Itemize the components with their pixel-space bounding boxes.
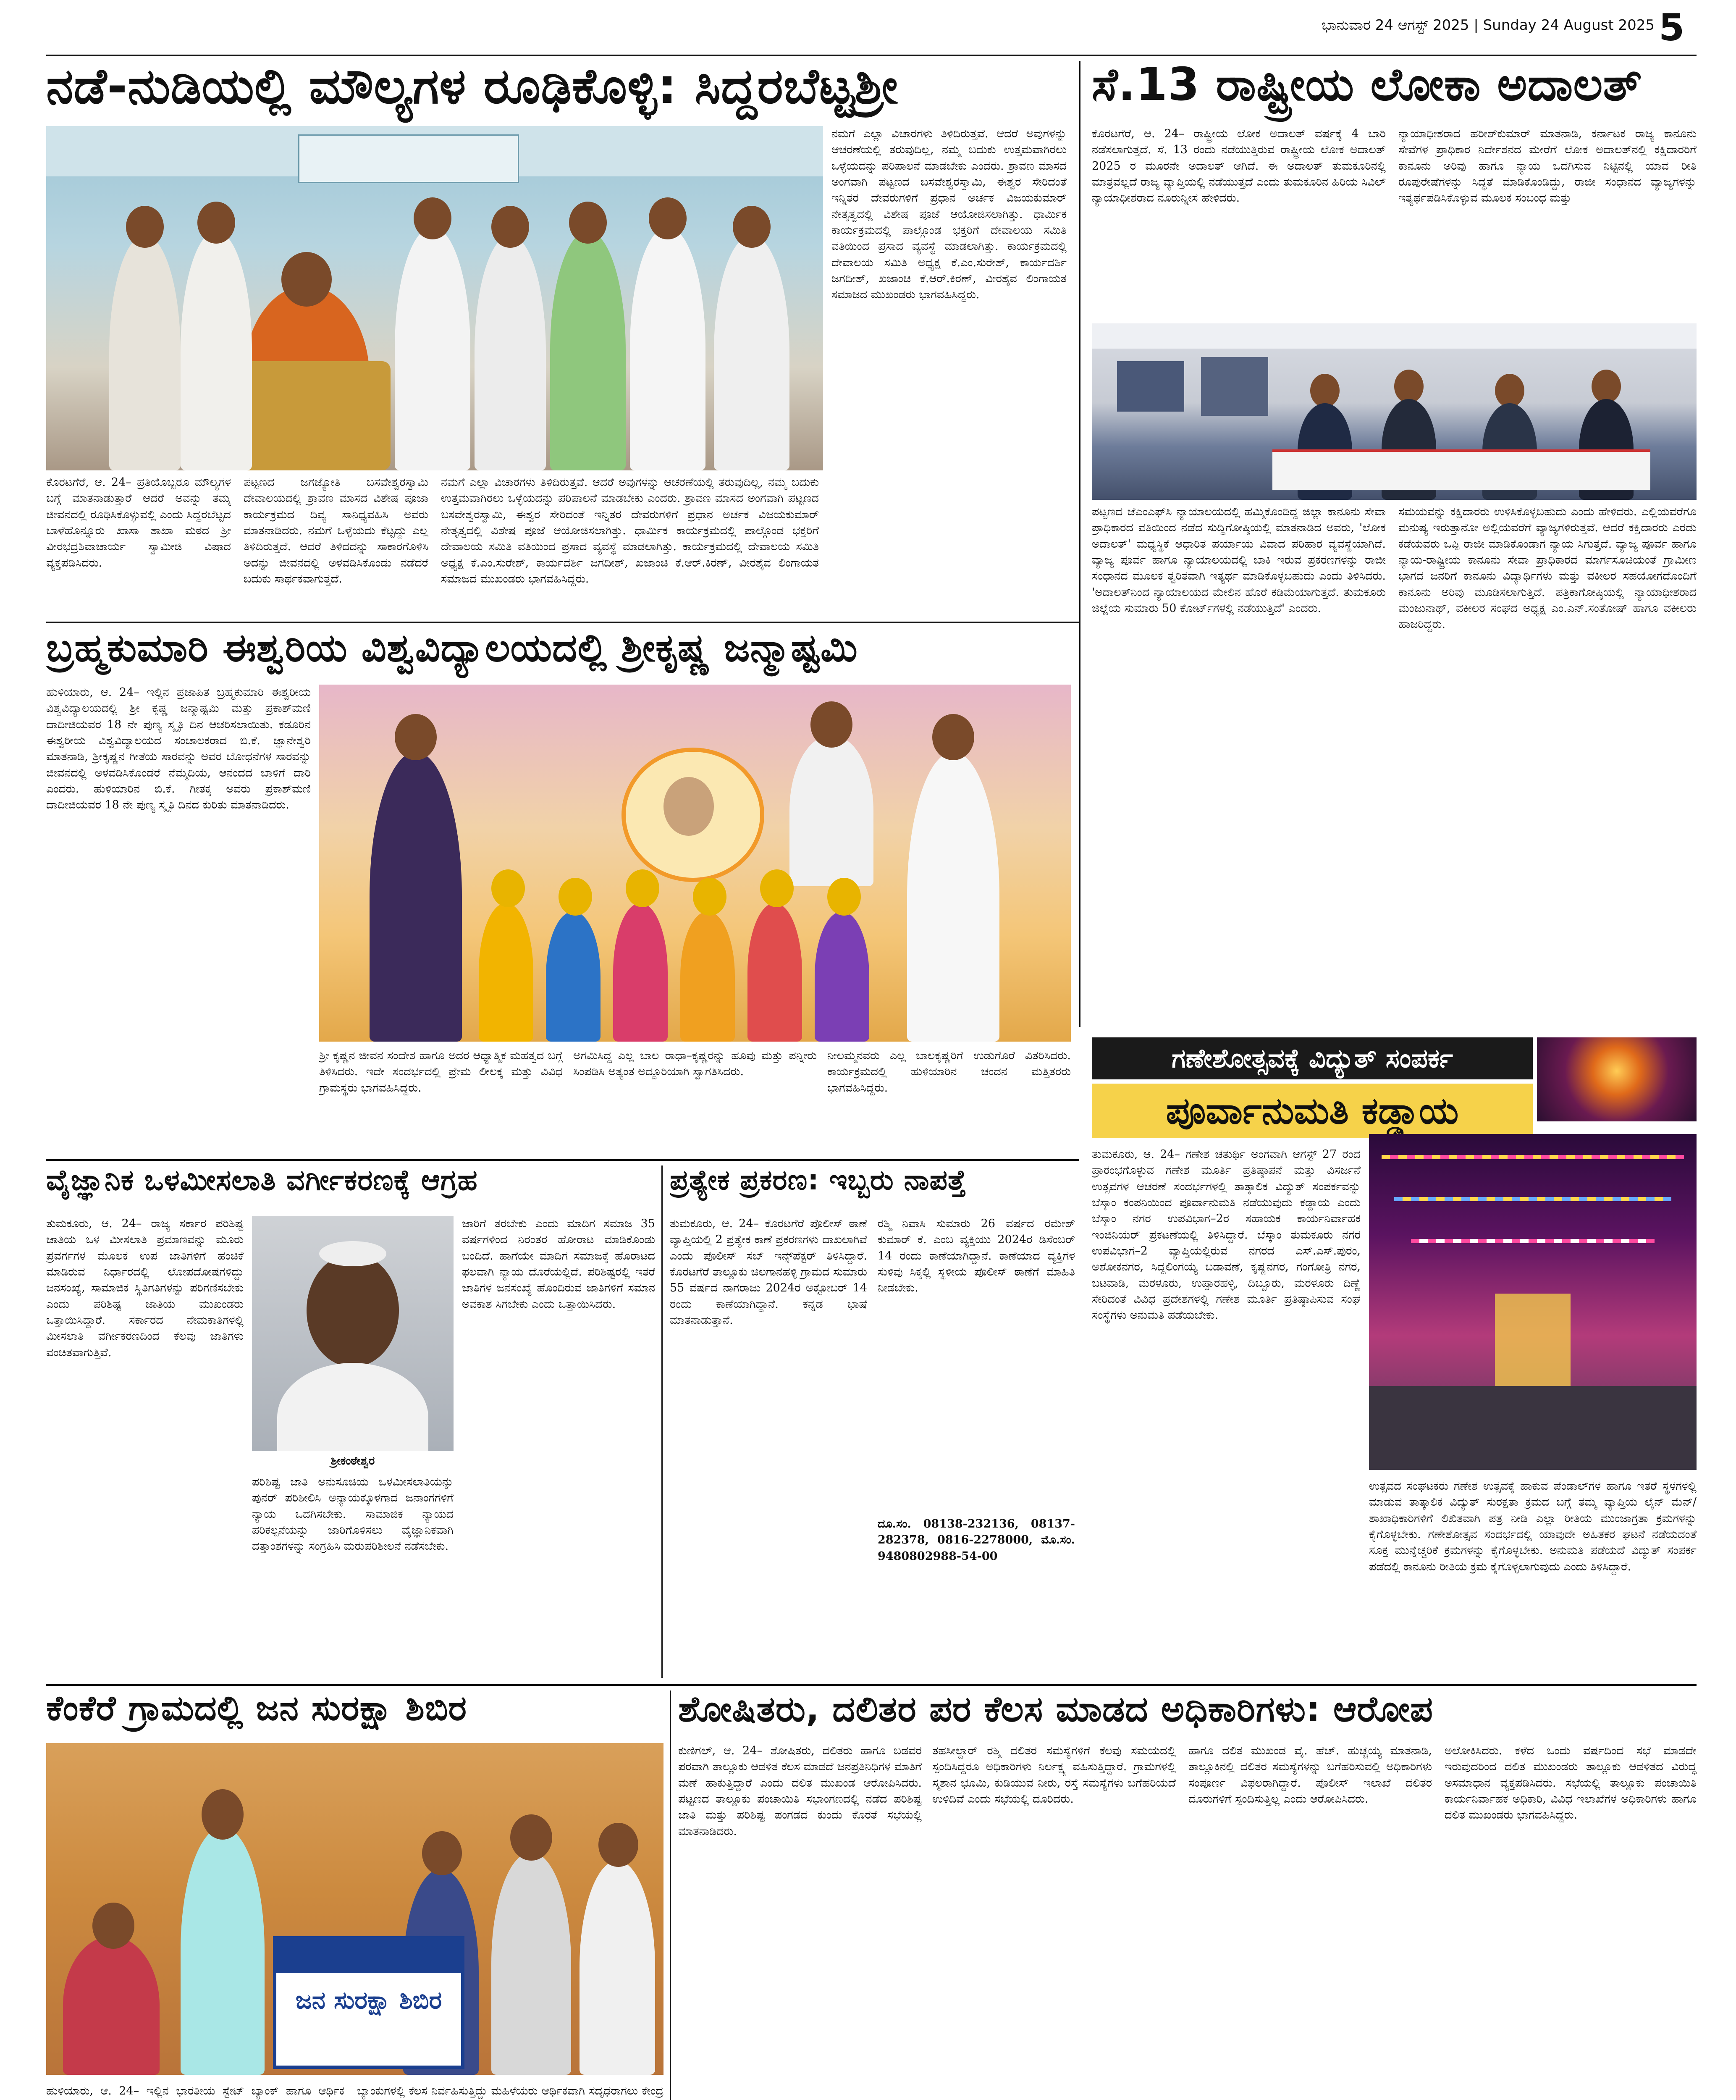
photo-krishna-janmashtami [319, 685, 1071, 1042]
jana-suraksha-banner-text: ಜನ ಸುರಕ್ಷಾ ಶಿಬಿರ [295, 1986, 442, 2014]
officials-col-4: ಅಲೋಕಿಸಿದರು. ಕಳೆದ ಒಂದು ವರ್ಷದಿಂದ ಸಭೆ ಮಾಡದೇ ಇರುವುದರಿಂದ ದಲಿತ ಮುಖಂಡರು ತಾಲ್ಲೂಕು ಆಡಳಿತದ ವಿರುದ್ಧ ಅಸಮಾಧಾನ ವ್ಯಕ್ತಪಡಿಸಿದರು. ಸಭೆಯಲ್ಲಿ ತಾಲ್ಲೂಕು ಪಂಚಾಯಿತಿ ಕಾರ್ಯನಿರ್ವಾಹಕ ಅಧಿಕಾರಿ, ವಿವಿಧ ಇಲಾಖೆಗಳ ಅಧಿಕಾರಿಗಳು ಹಾಗೂ ದಲಿತ ಮುಖಂಡರು ಭಾಗವಹಿಸಿದ್ದರು. [1445, 1744, 1697, 1822]
officials-col-1: ಕುಣಿಗಲ್, ಆ. 24– ಶೋಷಿತರು, ದಲಿತರು ಹಾಗೂ ಬಡವರ ಪರವಾಗಿ ತಾಲ್ಲೂಕು ಆಡಳಿತ ಕೆಲಸ ಮಾಡದೆ ಜನಪ್ರತಿನಿಧಿಗಳ ಮಾತಿಗೆ ಮಣೆ ಹಾಕುತ್ತಿದ್ದಾರೆ ಎಂದು ದಲಿತ ಮುಖಂಡ ಆರೋಪಿಸಿದರು. ಪಟ್ಟಣದ ತಾಲ್ಲೂಕು ಪಂಚಾಯಿತಿ ಸಭಾಂಗಣದಲ್ಲಿ ನಡೆದ ಪರಿಶಿಷ್ಟ ಜಾತಿ ಮತ್ತು ಪರಿಶಿಷ್ಟ ಪಂಗಡದ ಕುಂದು ಕೊರತೆ ಸಭೆಯಲ್ಲಿ ಮಾತನಾಡಿದರು. [678, 1744, 922, 1838]
column-divider [661, 1166, 663, 1678]
photo-ganesha-street-lights [1369, 1134, 1697, 1470]
siddarabetta-col-1: ಕೊರಟಗೆರೆ, ಆ. 24– ಪ್ರತಿಯೊಬ್ಬರೂ ಮೌಲ್ಯಗಳ ಬಗ್ಗೆ ಮಾತನಾಡುತ್ತಾರೆ ಆದರೆ ಅವನ್ನು ತಮ್ಮ ಜೀವನದಲ್ಲಿ ರೂಢಿಸಿಕೊಳ್ಳುವಲ್ಲಿ ಎಂದು ಸಿದ್ದರಬೆಟ್ಟದ ಬಾಳೆಹೊನ್ನೂರು ಖಾಸಾ ಶಾಖಾ ಮಠದ ಶ್ರೀ ವೀರಭದ್ರಶಿವಾಚಾರ್ಯ ಸ್ವಾಮೀಜಿ ವಿಷಾದ ವ್ಯಕ್ತಪಡಿಸಿದರು. [46, 476, 231, 570]
brahmakumari-caption-2: ಅಗಮಿಸಿದ್ದ ಎಲ್ಲ ಬಾಲ ರಾಧಾ–ಕೃಷ್ಣರನ್ನು ಹೂವು ಮತ್ತು ಪನ್ನೀರು ಸಿಂಪಡಿಸಿ ಅತ್ಯಂತ ಅದ್ದೂರಿಯಾಗಿ ಸ್ವಾಗತಿಸಿದರು. [573, 1049, 817, 1079]
headline-officials-allegation: ಶೋಷಿತರು, ದಲಿತರ ಪರ ಕೆಲಸ ಮಾಡದ ಅಧಿಕಾರಿಗಳು: ಆರೋಪ [678, 1690, 1433, 1730]
ganeshotsava-headline: ಪೂರ್ವಾನುಮತಿ ಕಡ್ಡಾಯ [1092, 1084, 1533, 1138]
header-rule [46, 55, 1697, 56]
headline-kenkere: ಕೆಂಕೆರೆ ಗ್ರಾಮದಲ್ಲಿ ಜನ ಸುರಕ್ಷಾ ಶಿಬಿರ [46, 1690, 467, 1728]
officials-col-2: ತಹಸೀಲ್ದಾರ್ ರಶ್ಮಿ ದಲಿತರ ಸಮಸ್ಯೆಗಳಿಗೆ ಕೆಲವು ಸಮಯದಲ್ಲಿ ಸ್ಪಂದಿಸಿದ್ದರೂ ಅಧಿಕಾರಿಗಳು ನಿರ್ಲಕ್ಷ್ಯ ವಹಿಸುತ್ತಿದ್ದಾರೆ. ಗ್ರಾಮಗಳಲ್ಲಿ ಸ್ಮಶಾನ ಭೂಮಿ, ಕುಡಿಯುವ ನೀರು, ರಸ್ತೆ ಸಮಸ್ಯೆಗಳು ಬಗೆಹರಿಯದೆ ಉಳಿದಿವೆ ಎಂದು ಸಭೆಯಲ್ಲಿ ದೂರಿದರು. [932, 1744, 1176, 1806]
lok-adalat-col-3: ಪಟ್ಟಣದ ಜೆಎಂಎಫ್‌ಸಿ ನ್ಯಾಯಾಲಯದಲ್ಲಿ ಹಮ್ಮಿಕೊಂಡಿದ್ದ ಜಿಲ್ಲಾ ಕಾನೂನು ಸೇವಾ ಪ್ರಾಧಿಕಾರದ ವತಿಯಿಂದ ನಡೆದ ಸುದ್ದಿಗೋಷ್ಠಿಯಲ್ಲಿ ಮಾತನಾಡಿದ ಅವರು, 'ಲೋಕ ಅದಾಲತ್' ಮಧ್ಯಸ್ಥಿಕೆ ಆಧಾರಿತ ಪರ್ಯಾಯ ವಿವಾದ ಪರಿಹಾರ ವ್ಯವಸ್ಥೆಯಾಗಿದೆ. ವ್ಯಾಜ್ಯ ಪೂರ್ವ ಹಾಗೂ ನ್ಯಾಯಾಲಯದಲ್ಲಿ ಬಾಕಿ ಇರುವ ಪ್ರಕರಣಗಳನ್ನು ರಾಜೀ ಸಂಧಾನದ ಮೂಲಕ ತ್ವರಿತವಾಗಿ ಇತ್ಯರ್ಥ ಮಾಡಿಕೊಳ್ಳಬಹುದು ಎಂದು ತಿಳಿಸಿದರು. 'ಅದಾಲತ್‌ನಿಂದ ನ್ಯಾಯಾಲಯದ ಮೇಲಿನ ಹೊರೆ ಕಡಿಮೆಯಾಗುತ್ತದೆ. ತುಮಕೂರು ಜಿಲ್ಲೆಯ ಸುಮಾರು 50 ಕೋರ್ಟ್‌ಗಳಲ್ಲಿ ನಡೆಯುತ್ತಿದೆ' ಎಂದರು. [1092, 505, 1386, 615]
lok-adalat-col-1: ಕೊರಟಗೆರೆ, ಆ. 24– ರಾಷ್ಟ್ರೀಯ ಲೋಕ ಅದಾಲತ್ ವರ್ಷಕ್ಕೆ 4 ಬಾರಿ ನಡೆಸಲಾಗುತ್ತದೆ. ಸೆ. 13 ರಂದು ನಡೆಯುತ್ತಿರುವ ರಾಷ್ಟ್ರೀಯ ಲೋಕ ಅದಾಲತ್ 2025 ರ ಮೂರನೇ ಅದಾಲತ್ ಆಗಿದೆ. ಈ ಅದಾಲತ್ ತುಮಕೂರಿನಲ್ಲಿ ಮಾತ್ರವಲ್ಲದೆ ರಾಜ್ಯ ವ್ಯಾಪ್ತಿಯಲ್ಲಿ ನಡೆಯುತ್ತದೆ ಎಂದು ತುಮಕೂರಿನ ಹಿರಿಯ ಸಿವಿಲ್ ನ್ಯಾಯಾಧೀಶರಾದ ನೂರುನ್ನೀಸ ಹೇಳಿದರು. [1092, 127, 1386, 205]
photo-lok-adalat-meeting [1092, 323, 1697, 500]
scientific-photo-caption: ಶ್ರೀಕಂಠೇಶ್ವರ [330, 1454, 375, 1467]
headline-missing-persons: ಪ್ರತ್ಯೇಕ ಪ್ರಕರಣ: ಇಬ್ಬರು ನಾಪತ್ತೆ [670, 1166, 967, 1196]
column-divider [670, 1690, 671, 2100]
scientific-col-2: ಪರಿಶಿಷ್ಟ ಜಾತಿ ಅನುಸೂಚಿಯ ಒಳಮೀಸಲಾತಿಯನ್ನು ಪುನರ್ ಪರಿಶೀಲಿಸಿ ಅನ್ಯಾಯಕ್ಕೊಳಗಾದ ಜನಾಂಗಗಳಿಗೆ ನ್ಯಾಯ ಒದಗಿಸಬೇಕು. ಸಾಮಾಜಿಕ ನ್ಯಾಯದ ಪರಿಕಲ್ಪನೆಯನ್ನು ಜಾರಿಗೊಳಿಸಲು ವೈಜ್ಞಾನಿಕವಾಗಿ ದತ್ತಾಂಶಗಳನ್ನು ಸಂಗ್ರಹಿಸಿ ಮರುಪರಿಶೀಲನೆ ನಡೆಸಬೇಕು. [252, 1475, 454, 1553]
siddarabetta-col-3: ನಮಗೆ ಎಲ್ಲಾ ವಿಚಾರಗಳು ತಿಳಿದಿರುತ್ತವೆ. ಆದರೆ ಅವುಗಳನ್ನು ಆಚರಣೆಯಲ್ಲಿ ತರುವುದಿಲ್ಲ, ನಮ್ಮ ಬದುಕು ಉತ್ತಮವಾಗಿರಲು ಒಳ್ಳೆಯದನ್ನು ಪರಿಪಾಲನೆ ಮಾಡಬೇಕು ಎಂದರು. ಶ್ರಾವಣ ಮಾಸದ ಅಂಗವಾಗಿ ಪಟ್ಟಣದ ಬಸವೇಶ್ವರಸ್ವಾಮಿ, ಈಶ್ವರ ಸೇರಿದಂತೆ ಇನ್ನಿತರ ದೇವರುಗಳಿಗೆ ಪ್ರಧಾನ ಅರ್ಚಕ ವಿಜಯಕುಮಾರ್ ನೇತೃತ್ವದಲ್ಲಿ ವಿಶೇಷ ಪೂಜೆ ಆಯೋಜಿಸಲಾಗಿತ್ತು. ಧಾರ್ಮಿಕ ಕಾರ್ಯಕ್ರಮದಲ್ಲಿ ಪಾಲ್ಗೊಂಡ ಭಕ್ತರಿಗೆ ದೇವಾಲಯ ಸಮಿತಿ ವತಿಯಿಂದ ಪ್ರಸಾದ ವ್ಯವಸ್ಥೆ ಮಾಡಲಾಗಿತ್ತು. ಕಾರ್ಯಕ್ರಮದಲ್ಲಿ ದೇವಾಲಯ ಸಮಿತಿ ಅಧ್ಯಕ್ಷ ಕೆ.ಎಂ.ಸುರೇಶ್, ಕಾರ್ಯದರ್ಶಿ ಜಗದೀಶ್, ಖಜಾಂಚಿ ಕೆ.ಆರ್.ಕಿರಣ್, ವೀರಶೈವ ಲಿಂಗಾಯತ ಸಮಾಜದ ಮುಖಂಡರು ಭಾಗವಹಿಸಿದ್ದರು. [441, 476, 819, 585]
brahmakumari-caption-3: ನೀಲಮ್ಮನವರು ಎಲ್ಲ ಬಾಲಕೃಷ್ಣರಿಗೆ ಉಡುಗೊರೆ ವಿತರಿಸಿದರು. ಕಾರ್ಯಕ್ರಮದಲ್ಲಿ ಹುಳಿಯಾರಿನ ಚಂದನ ಮತ್ತಿತರರು ಭಾಗವಹಿಸಿದ್ದರು. [827, 1049, 1071, 1095]
missing-contact: ದೂ.ಸಂ. 08138-232136, 08137-282378, 0816-2278000, ಮೊ.ಸಂ. 9480802988-54-00 [878, 1517, 1075, 1563]
section-rule [46, 622, 1079, 623]
scientific-col-1: ತುಮಕೂರು, ಆ. 24– ರಾಜ್ಯ ಸರ್ಕಾರ ಪರಿಶಿಷ್ಟ ಜಾತಿಯ ಒಳ ಮೀಸಲಾತಿ ಪ್ರಮಾಣವನ್ನು ಮೂರು ಪ್ರವರ್ಗಗಳ ಮೂಲಕ ಉಪ ಜಾತಿಗಳಿಗೆ ಹಂಚಿಕೆ ಮಾಡಿರುವ ನಿರ್ಧಾರದಲ್ಲಿ ಲೋಪದೋಷಗಳಿದ್ದು ಜನಸಂಖ್ಯೆ, ಸಾಮಾಜಿಕ ಸ್ಥಿತಿಗತಿಗಳನ್ನು ಪರಿಗಣಿಸಬೇಕು ಎಂದು ಪರಿಶಿಷ್ಟ ಜಾತಿಯ ಮುಖಂಡರು ಒತ್ತಾಯಿಸಿದ್ದಾರೆ. ಸರ್ಕಾರದ ನೇಮಕಾತಿಗಳಲ್ಲಿ ಮೀಸಲಾತಿ ವರ್ಗೀಕರಣದಿಂದ ಕೆಲವು ಜಾತಿಗಳು ವಂಚಿತವಾಗುತ್ತಿವೆ. [46, 1217, 244, 1359]
scientific-col-3: ಜಾರಿಗೆ ತರಬೇಕು ಎಂದು ಮಾದಿಗ ಸಮಾಜ 35 ವರ್ಷಗಳಿಂದ ನಿರಂತರ ಹೋರಾಟ ಮಾಡಿಕೊಂಡು ಬಂದಿದೆ. ಹಾಗೆಯೇ ಮಾದಿಗ ಸಮಾಜಕ್ಕೆ ಹೊರಾಟದ ಫಲವಾಗಿ ನ್ಯಾಯ ದೊರೆಯಲ್ಲಿದೆ. ಪರಿಶಿಷ್ಟರಲ್ಲಿ ಇತರೆ ಜಾತಿಗಳ ಜನಸಂಖ್ಯೆ ಹೊಂದಿರುವ ಜಾತಿಗಳಿಗೆ ಸಮಾನ ಅವಕಾಶ ಸಿಗಬೇಕು ಎಂದು ಒತ್ತಾಯಿಸಿದರು. [462, 1217, 655, 1311]
column-divider [1079, 61, 1080, 1027]
headline-brahmakumari: ಬ್ರಹ್ಮಕುಮಾರಿ ಈಶ್ವರಿಯ ವಿಶ್ವವಿದ್ಯಾಲಯದಲ್ಲಿ ಶ್ರೀಕೃಷ್ಣ ಜನ್ಮಾಷ್ಟಮಿ [46, 628, 858, 670]
headline-siddarabetta: ನಡೆ-ನುಡಿಯಲ್ಲಿ ಮೌಲ್ಯಗಳ ರೂಢಿಕೊಳ್ಳಿ: ಸಿದ್ದರಬೆಟ್ಟಶ್ರೀ [46, 61, 898, 115]
kenkere-col-1: ಹುಳಿಯಾರು, ಆ. 24– ಇಲ್ಲಿನ ಭಾರತೀಯ ಸ್ಟೇಟ್ ಬ್ಯಾಂಕ್ ಹಾಗೂ ಆರ್ಥಿಕ [46, 2084, 344, 2097]
ganeshotsava-col-2: ಉತ್ಸವದ ಸಂಘಟಕರು ಗಣೇಶ ಉತ್ಸವಕ್ಕೆ ಹಾಕುವ ಪೆಂಡಾಲ್‌ಗಳ ಹಾಗೂ ಇತರೆ ಸ್ಥಳಗಳಲ್ಲಿ ಮಾಡುವ ತಾತ್ಕಾಲಿಕ ವಿದ್ಯುತ್ ಸುರಕ್ಷತಾ ಕ್ರಮದ ಬಗ್ಗೆ ತಮ್ಮ ವ್ಯಾಪ್ತಿಯ ಲೈನ್ ಮೆನ್/ಶಾಖಾಧಿಕಾರಿಗಳಿಗೆ ಲಿಖಿತವಾಗಿ ಪತ್ರ ನೀಡಿ ಎಲ್ಲಾ ರೀತಿಯ ಮುಂಜಾಗ್ರತಾ ಕ್ರಮಗಳನ್ನು ಕೈಗೊಳ್ಳಬೇಕು. ಗಣೇಶೋತ್ಸವ ಸಂದರ್ಭದಲ್ಲಿ ಯಾವುದೇ ಅಹಿತಕರ ಘಟನೆ ನಡೆಯದಂತೆ ಸೂಕ್ತ ಮುನ್ನೆಚ್ಚರಿಕೆ ಕ್ರಮಗಳನ್ನು ಕೈಗೊಳ್ಳಬೇಕು. ಅನುಮತಿ ಪಡೆಯದೆ ವಿದ್ಯುತ್ ಸಂಪರ್ಕ ಪಡೆದಲ್ಲಿ ಕಾನೂನು ರೀತಿಯ ಕ್ರಮ ಕೈಗೊಳ್ಳಲಾಗುವುದು ಎಂದು ತಿಳಿಸಿದ್ದಾರೆ. [1369, 1480, 1697, 1573]
kenkere-col-2: ಬ್ಯಾಂಕುಗಳಲ್ಲಿ ಕೆಲಸ ನಿರ್ವಹಿಸುತ್ತಿದ್ದು ಮಹಿಳೆಯರು ಆರ್ಥಿಕವಾಗಿ ಸದೃಢರಾಗಲು ಕೇಂದ್ರ [357, 2084, 663, 2097]
lok-adalat-col-2: ನ್ಯಾಯಾಧೀಶರಾದ ಹರೀಶ್‌ಕುಮಾರ್ ಮಾತನಾಡಿ, ಕರ್ನಾಟಕ ರಾಜ್ಯ ಕಾನೂನು ಸೇವೆಗಳ ಪ್ರಾಧಿಕಾರ ನಿರ್ದೇಶನದ ಮೇರೆಗೆ ಲೋಕ ಅದಾಲತ್‌ನಲ್ಲಿ ಕಕ್ಷಿದಾರರಿಗೆ ಕಾನೂನು ಅರಿವು ಹಾಗೂ ನ್ಯಾಯ ಒದಗಿಸುವ ನಿಟ್ಟಿನಲ್ಲಿ ಯಾವ ರೀತಿ ರೂಪುರೇಷೆಗಳನ್ನು ಸಿದ್ಧತೆ ಮಾಡಿಕೊಂಡಿದ್ದು, ರಾಜೀ ಸಂಧಾನದ ವ್ಯಾಜ್ಯಗಳನ್ನು ಇತ್ಯರ್ಥಪಡಿಸಿಕೊಳ್ಳುವ ಮೂಲಕ ಸಂಬಂಧ ಮತ್ತು [1398, 127, 1697, 205]
page-date-line: ಭಾನುವಾರ 24 ಆಗಸ್ಟ್ 2025 | Sunday 24 August 2025 [1322, 17, 1655, 34]
missing-col-2: ರಶ್ಮಿ ನಿವಾಸಿ ಸುಮಾರು 26 ವರ್ಷದ ರಮೇಶ್ ಕುಮಾರ್ ಕೆ. ಎಂಬ ವ್ಯಕ್ತಿಯು 2024ರ ಡಿಸೆಂಬರ್ 14 ರಂದು ಕಾಣೆಯಾಗಿದ್ದಾನೆ. ಕಾಣೆಯಾದ ವ್ಯಕ್ತಿಗಳ ಸುಳಿವು ಸಿಕ್ಕಲ್ಲಿ ಸ್ಥಳೀಯ ಪೊಲೀಸ್ ಠಾಣೆಗೆ ಮಾಹಿತಿ ನೀಡಬೇಕು. [878, 1217, 1075, 1295]
lok-adalat-col-4: ಸಮಯವನ್ನು ಕಕ್ಷಿದಾರರು ಉಳಿಸಿಕೊಳ್ಳಬಹುದು ಎಂದು ಹೇಳಿದರು. ಎಲ್ಲಿಯವರೆಗೂ ಮನುಷ್ಯ ಇರುತ್ತಾನೋ ಅಲ್ಲಿಯವರೆಗೆ ವ್ಯಾಜ್ಯಗಳಿರುತ್ತವೆ. ಆದರೆ ಕಕ್ಷಿದಾರರು ಎರಡು ಕಡೆಯವರು ಒಪ್ಪಿ ರಾಜೀ ಮಾಡಿಕೊಂಡಾಗ ನ್ಯಾಯ ಸಿಗುತ್ತದೆ. ವ್ಯಾಜ್ಯ ಪೂರ್ವ ಹಾಗೂ ನ್ಯಾಯ-ರಾಷ್ಟ್ರೀಯ ಕಾನೂನು ಸೇವಾ ಪ್ರಾಧಿಕಾರದ ಮಾರ್ಗಸೂಚಿಯಂತೆ ಗ್ರಾಮೀಣ ಭಾಗದ ಜನರಿಗೆ ಕಾನೂನು ವಿದ್ಯಾರ್ಥಿಗಳು ಮತ್ತು ವಕೀಲರ ಸಹಯೋಗದೊಂದಿಗೆ ಕಾನೂನು ಅರಿವು ಮೂಡಿಸಲಾಗುತ್ತಿದೆ. ಪತ್ರಿಕಾಗೋಷ್ಠಿಯಲ್ಲಿ ನ್ಯಾಯಾಧೀಶರಾದ ಮಂಜುನಾಥ್, ವಕೀಲರ ಸಂಘದ ಅಧ್ಯಕ್ಷ ಎಂ.ಎನ್.ಸಂತೋಷ್ ಹಾಗೂ ವಕೀಲರು ಹಾಜರಿದ್ದರು. [1398, 505, 1697, 631]
siddarabetta-col-4: ನಮಗೆ ಎಲ್ಲಾ ವಿಚಾರಗಳು ತಿಳಿದಿರುತ್ತವೆ. ಆದರೆ ಅವುಗಳನ್ನು ಆಚರಣೆಯಲ್ಲಿ ತರುವುದಿಲ್ಲ, ನಮ್ಮ ಬದುಕು ಉತ್ತಮವಾಗಿರಲು ಒಳ್ಳೆಯದನ್ನು ಪರಿಪಾಲನೆ ಮಾಡಬೇಕು ಎಂದರು. ಶ್ರಾವಣ ಮಾಸದ ಅಂಗವಾಗಿ ಪಟ್ಟಣದ ಬಸವೇಶ್ವರಸ್ವಾಮಿ, ಈಶ್ವರ ಸೇರಿದಂತೆ ಇನ್ನಿತರ ದೇವರುಗಳಿಗೆ ಪ್ರಧಾನ ಅರ್ಚಕ ವಿಜಯಕುಮಾರ್ ನೇತೃತ್ವದಲ್ಲಿ ವಿಶೇಷ ಪೂಜೆ ಆಯೋಜಿಸಲಾಗಿತ್ತು. ಧಾರ್ಮಿಕ ಕಾರ್ಯಕ್ರಮದಲ್ಲಿ ಪಾಲ್ಗೊಂಡ ಭಕ್ತರಿಗೆ ದೇವಾಲಯ ಸಮಿತಿ ವತಿಯಿಂದ ಪ್ರಸಾದ ವ್ಯವಸ್ಥೆ ಮಾಡಲಾಗಿತ್ತು. ಕಾರ್ಯಕ್ರಮದಲ್ಲಿ ದೇವಾಲಯ ಸಮಿತಿ ಅಧ್ಯಕ್ಷ ಕೆ.ಎಂ.ಸುರೇಶ್, ಕಾರ್ಯದರ್ಶಿ ಜಗದೀಶ್, ಖಜಾಂಚಿ ಕೆ.ಆರ್.ಕಿರಣ್, ವೀರಶೈವ ಲಿಂಗಾಯತ ಸಮಾಜದ ಮುಖಂಡರು ಭಾಗವಹಿಸಿದ್ದರು. [831, 127, 1067, 302]
ganeshotsava-kicker: ಗಣೇಶೋತ್ಸವಕ್ಕೆ ವಿದ್ಯುತ್ ಸಂಪರ್ಕ [1092, 1037, 1533, 1079]
brahmakumari-col-1: ಹುಳಿಯಾರು, ಆ. 24– ಇಲ್ಲಿನ ಪ್ರಜಾಪಿತ ಬ್ರಹ್ಮಕುಮಾರಿ ಈಶ್ವರೀಯ ವಿಶ್ವವಿದ್ಯಾಲಯದಲ್ಲಿ ಶ್ರೀ ಕೃಷ್ಣ ಜನ್ಮಾಷ್ಟಮಿ ಮತ್ತು ಪ್ರಕಾಶ್‌ಮಣಿ ದಾದೀಜಿಯವರ 18 ನೇ ಪುಣ್ಯ ಸ್ಮೃತಿ ದಿನ ಆಚರಿಸಲಾಯಿತು. ಕಡೂರಿನ ಈಶ್ವರೀಯ ವಿಶ್ವವಿದ್ಯಾಲಯದ ಸಂಚಾಲಕರಾದ ಬಿ.ಕೆ. ಜ್ಞಾನೇಶ್ವರಿ ಮಾತನಾಡಿ, ಶ್ರೀಕೃಷ್ಣನ ಗೀತೆಯ ಸಾರವನ್ನು ಅವರ ಬೋಧನೆಗಳ ಸಾರವನ್ನು ಜೀವನದಲ್ಲಿ ಅಳವಡಿಸಿಕೊಂಡರೆ ನೆಮ್ಮದಿಯ, ಆನಂದದ ಬಾಳಿಗೆ ದಾರಿ ಎಂದರು. ಹುಳಿಯಾರಿನ ಬಿ.ಕೆ. ಗೀತಕ್ಕ ಅವರು ಪ್ರಕಾಶ್‌ಮಣಿ ದಾದೀಜಿಯವರ 18 ನೇ ಪುಣ್ಯ ಸ್ಮೃತಿ ದಿನದ ಕುರಿತು ಮಾತನಾಡಿದರು. [46, 686, 311, 812]
section-rule [46, 1684, 1697, 1686]
photo-jana-suraksha-camp [46, 1743, 663, 2075]
missing-col-1: ತುಮಕೂರು, ಆ. 24– ಕೊರಟಗೆರೆ ಪೊಲೀಸ್ ಠಾಣೆ ವ್ಯಾಪ್ತಿಯಲ್ಲಿ 2 ಪ್ರತ್ಯೇಕ ಕಾಣೆ ಪ್ರಕರಣಗಳು ದಾಖಲಾಗಿವೆ ಎಂದು ಪೊಲೀಸ್ ಸಬ್ ಇನ್ಸ್‌ಪೆಕ್ಟರ್ ತಿಳಿಸಿದ್ದಾರೆ. ಕೊರಟಗೆರೆ ತಾಲ್ಲೂಕು ಚಿಲಗಾನಹಳ್ಳಿ ಗ್ರಾಮದ ಸುಮಾರು 55 ವರ್ಷದ ನಾಗರಾಜು 2024ರ ಅಕ್ಟೋಬರ್ 14 ರಂದು ಕಾಣೆಯಾಗಿದ್ದಾನೆ. ಕನ್ನಡ ಭಾಷೆ ಮಾತನಾಡುತ್ತಾನೆ. [670, 1217, 867, 1327]
headline-lok-adalat: ಸೆ.13 ರಾಷ್ಟ್ರೀಯ ಲೋಕಾ ಅದಾಲತ್ [1092, 61, 1642, 111]
photo-siddarabetta-swamiji [46, 126, 823, 470]
officials-col-3: ಹಾಗೂ ದಲಿತ ಮುಖಂಡ ವೈ. ಹೆಚ್. ಹುಚ್ಚಯ್ಯ ಮಾತನಾಡಿ, ತಾಲ್ಲೂಕಿನಲ್ಲಿ ದಲಿತರ ಸಮಸ್ಯೆಗಳನ್ನು ಬಗೆಹರಿಸುವಲ್ಲಿ ಅಧಿಕಾರಿಗಳು ಸಂಪೂರ್ಣ ವಿಫಲರಾಗಿದ್ದಾರೆ. ಪೊಲೀಸ್ ಇಲಾಖೆ ದಲಿತರ ದೂರುಗಳಿಗೆ ಸ್ಪಂದಿಸುತ್ತಿಲ್ಲ ಎಂದು ಆರೋಪಿಸಿದರು. [1188, 1744, 1432, 1806]
headline-scientific-reservation: ವೈಜ್ಞಾನಿಕ ಒಳಮೀಸಲಾತಿ ವರ್ಗೀಕರಣಕ್ಕೆ ಆಗ್ರಹ [46, 1166, 478, 1197]
brahmakumari-caption-1: ಶ್ರೀ ಕೃಷ್ಣನ ಜೀವನ ಸಂದೇಶ ಹಾಗೂ ಅದರ ಆಧ್ಯಾತ್ಮಿಕ ಮಹತ್ವದ ಬಗ್ಗೆ ತಿಳಿಸಿದರು. ಇದೇ ಸಂದರ್ಭದಲ್ಲಿ ಪ್ರೇಮ ಲೀಲಕ್ಕ ಮತ್ತು ವಿವಿಧ ಗ್ರಾಮಸ್ಥರು ಭಾಗವಹಿಸಿದ್ದರು. [319, 1049, 563, 1095]
photo-srikanteshwara-portrait [252, 1216, 454, 1451]
section-rule [46, 1159, 1079, 1161]
page-number: 5 [1659, 6, 1685, 49]
siddarabetta-col-2: ಪಟ್ಟಣದ ಜಗಜ್ಯೋತಿ ಬಸವೇಶ್ವರಸ್ವಾಮಿ ದೇವಾಲಯದಲ್ಲಿ ಶ್ರಾವಣ ಮಾಸದ ವಿಶೇಷ ಪೂಜಾ ಕಾರ್ಯಕ್ರಮದ ದಿವ್ಯ ಸಾನಿಧ್ಯವಹಿಸಿ ಅವರು ಮಾತನಾಡಿದರು. ನಮಗೆ ಒಳ್ಳೆಯದು ಕೆಟ್ಟದ್ದು ಎಲ್ಲ ತಿಳಿದಿರುತ್ತದೆ. ಆದರೆ ತಿಳಿದದನ್ನು ಸಾಕಾರಗೊಳಿಸಿ ಅದನ್ನು ಜೀವನದಲ್ಲಿ ಅಳವಡಿಸಿಕೊಂಡು ನಡೆದರೆ ಬದುಕು ಸಾರ್ಥಕವಾಗುತ್ತದೆ. [244, 476, 428, 585]
ganeshotsava-col-1: ತುಮಕೂರು, ಆ. 24– ಗಣೇಶ ಚತುರ್ಥಿ ಅಂಗವಾಗಿ ಆಗಸ್ಟ್ 27 ರಂದ ಪ್ರಾರಂಭಗೊಳ್ಳುವ ಗಣೇಶ ಮೂರ್ತಿ ಪ್ರತಿಷ್ಠಾಪನೆ ಮತ್ತು ವಿಸರ್ಜನೆ ಉತ್ಸವಗಳ ಆಚರಣೆ ಸಂದರ್ಭಗಳಲ್ಲಿ ತಾತ್ಕಾಲಿಕ ವಿದ್ಯುತ್ ಸಂಪರ್ಕವನ್ನು ಬೆಸ್ಕಾಂ ಕಂಪನಿಯಿಂದ ಪೂರ್ವಾನುಮತಿ ನಡೆಯುವುದು ಕಡ್ಡಾಯ ಎಂದು ಬೆಸ್ಕಾಂ ನಗರ ಉಪವಿಭಾಗ–2ರ ಸಹಾಯಕ ಕಾರ್ಯನಿರ್ವಾಹಕ ಇಂಜಿನಿಯರ್ ಪ್ರಕಟಣೆಯಲ್ಲಿ ತಿಳಿಸಿದ್ದಾರೆ. ಬೆಸ್ಕಾಂ ತುಮಕೂರು ನಗರ ಉಪವಿಭಾಗ–2 ವ್ಯಾಪ್ತಿಯಲ್ಲಿರುವ ನಗರದ ಎಸ್.ಎಸ್.ಪುರಂ, ಅಶೋಕನಗರ, ಸಿದ್ದಲಿಂಗಯ್ಯ ಬಡಾವಣೆ, ಕೃಷ್ಣನಗರ, ಗಂಗೋತ್ರಿ ನಗರ, ಬಟವಾಡಿ, ಮರಳೂರು, ಉಪ್ಪಾರಹಳ್ಳಿ, ದಿಬ್ಬೂರು, ಮರಳೂರು ದಿಣ್ಣೆ ಸೇರಿದಂತೆ ವಿವಿಧ ಪ್ರದೇಶಗಳಲ್ಲಿ ಗಣೇಶ ಮೂರ್ತಿ ಪ್ರತಿಷ್ಠಾಪಿಸುವ ಸಂಘ ಸಂಸ್ಥೆಗಳು ಅನುಮತಿ ಪಡೆಯಬೇಕು. [1092, 1148, 1361, 1322]
ganesha-diwali-art [1537, 1037, 1697, 1121]
